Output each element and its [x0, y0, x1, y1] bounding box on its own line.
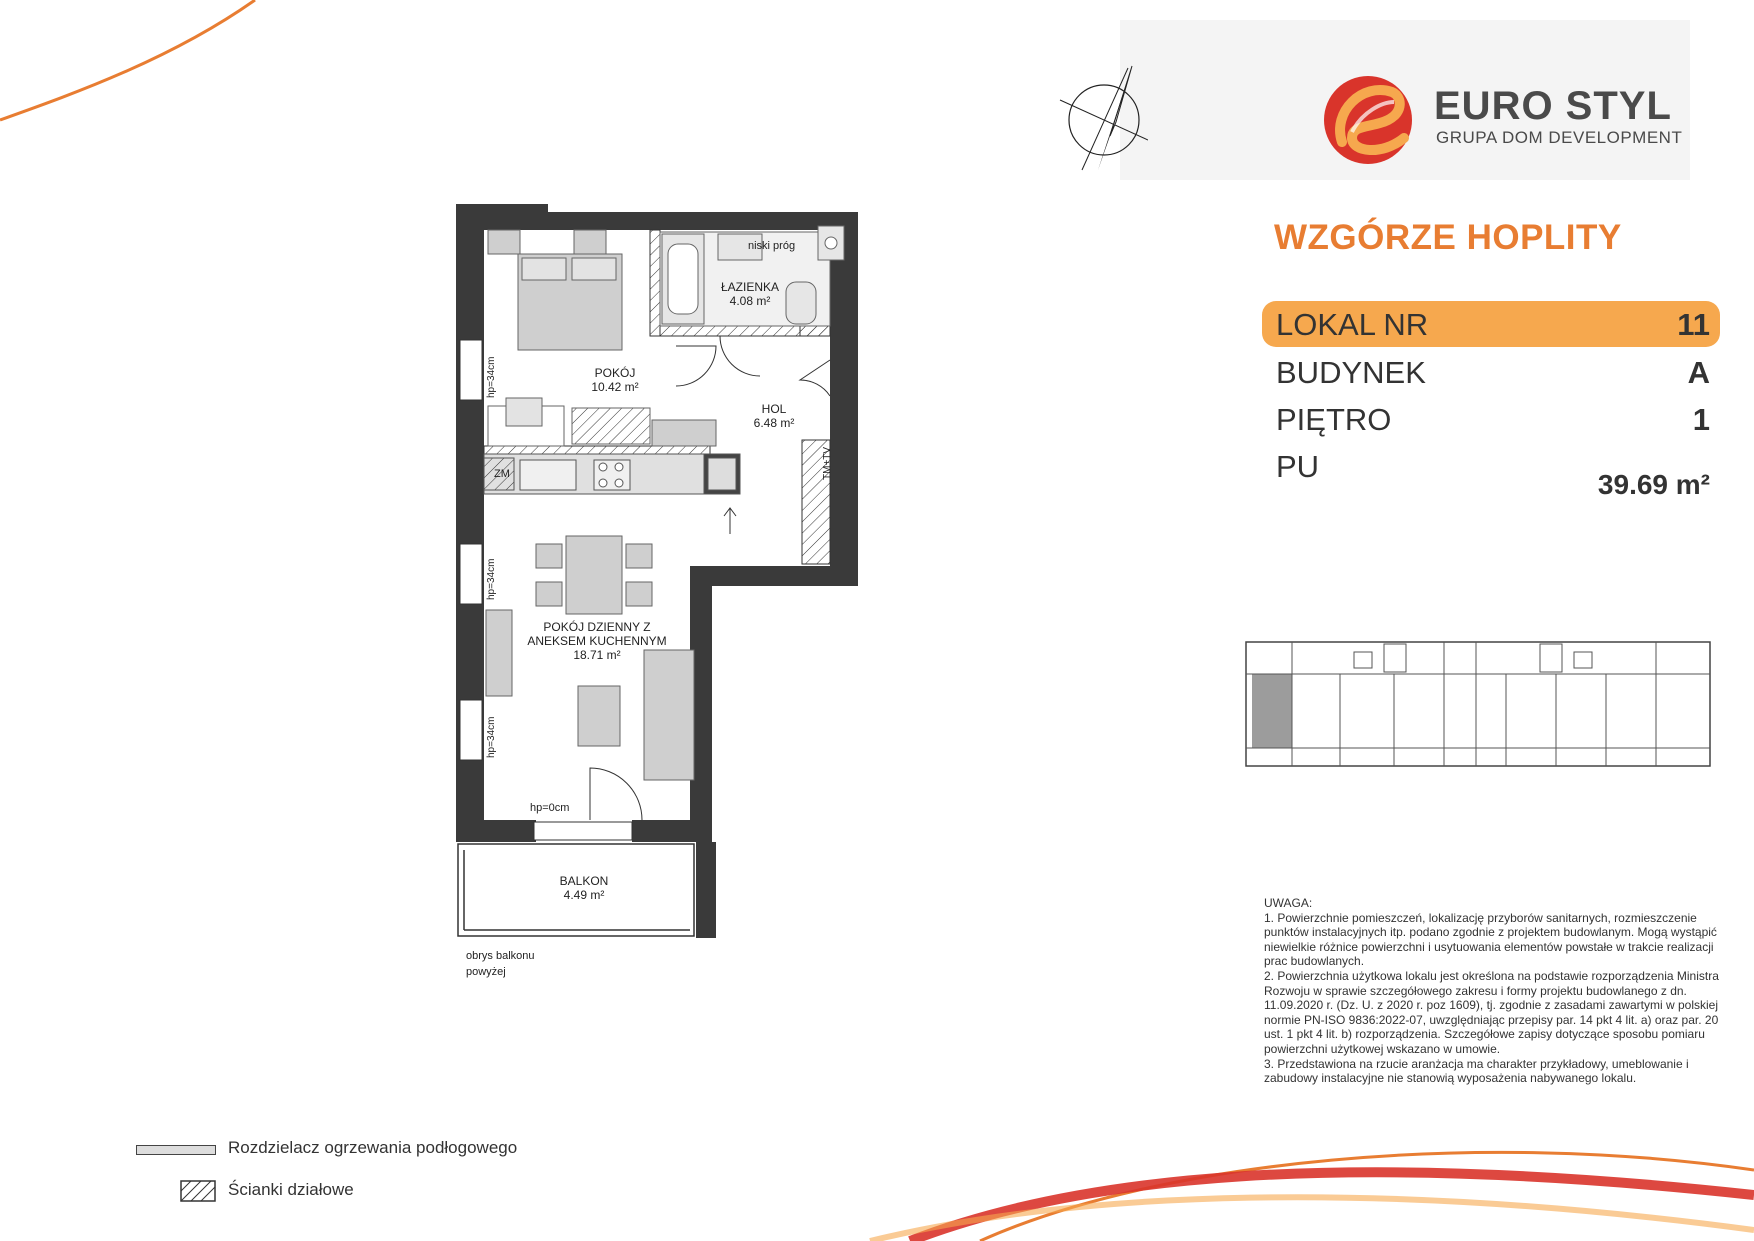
notes-heading: UWAGA: — [1264, 896, 1313, 910]
sill-height-balcony-door-label: hp=0cm — [530, 802, 570, 814]
building-row — [1262, 349, 1720, 395]
balcony-outline-label-line1: obrys balkonu — [466, 950, 535, 962]
room-label-balcony — [534, 874, 634, 902]
room-label-living-room — [516, 620, 678, 662]
brand-name: EURO STYL — [1434, 84, 1672, 128]
note-item: 2. Powierzchnia użytkowa lokalu jest określona na podstawie rozporządzenia Ministra Rozwoju w sprawie szczegółowego zakresu i formy projektu budowlanego z dn. 11.09.2020 r. (Dz. U. z 2020 r. poz 1609), tj. zgodnie z zasadami zawartymi w polskiej normie PN-ISO 9836:2022-07, uwzględniając przepisy par. 14 pkt 4 lit. a) oraz par. 20 ust. 1 pkt 4 lit. b) rozporządzenia. Szczegółowe zapisy dotyczące sposobu pomiaru powierzchni użytkowej wskazano w umowie. — [1264, 968, 1719, 1056]
note-item: 1. Powierzchnie pomieszczeń, lokalizację przyborów sanitarnych, rozmieszczenie punktów instalacyjnych itp. podano zgodnie z projektem budowlanym. Mogą wystąpić niewielkie różnice powierzchni i usytuowania elementów powstałe w trakcie realizacji prac budowlanych. — [1264, 910, 1717, 969]
unit-number-value: 11 — [1677, 307, 1710, 342]
low-threshold-label: niski próg — [748, 240, 796, 252]
room-area-living-room: 18.71 m² — [573, 648, 621, 662]
building-value: A — [1687, 355, 1710, 390]
room-name-living-room-line1: POKÓJ DZIENNY Z — [543, 620, 651, 634]
euro-styl-logo-mark — [1322, 72, 1418, 168]
kitchen-counter — [484, 454, 740, 494]
room-area-bedroom: 10.42 m² — [591, 380, 639, 394]
room-area-balcony: 4.49 m² — [563, 888, 605, 902]
sill-height-bedroom-label: hp=34cm — [486, 356, 497, 398]
room-name-living-room-line2: ANEKSEM KUCHENNYM — [527, 634, 667, 648]
heating-manifold-icon — [136, 1145, 216, 1155]
floor-row — [1262, 396, 1720, 442]
floor-plan — [0, 0, 900, 1000]
sill-height-living-label-1: hp=34cm — [486, 558, 497, 600]
usable-area-label: PU — [1276, 449, 1320, 484]
floor-value: 1 — [1692, 402, 1710, 437]
room-area-hall: 6.48 m² — [753, 416, 795, 430]
sill-height-living-label-2: hp=34cm — [486, 716, 497, 758]
usable-area-row — [1262, 443, 1720, 503]
highlighted-unit — [1252, 674, 1292, 748]
room-label-hall — [724, 402, 824, 430]
unit-number-label: LOKAL NR — [1276, 307, 1429, 342]
room-label-bedroom — [565, 366, 665, 394]
building-label: BUDYNEK — [1276, 355, 1426, 390]
room-name-bathroom: ŁAZIENKA — [720, 280, 780, 294]
floor-label: PIĘTRO — [1276, 402, 1392, 437]
decorative-swoosh-bottom — [780, 1140, 1754, 1241]
tm-tv-label: TM+TV — [822, 446, 833, 480]
building-key-plan — [1244, 638, 1712, 774]
legend-heating-manifold — [136, 1138, 556, 1162]
room-area-bathroom: 4.08 m² — [729, 294, 771, 308]
room-name-balcony: BALKON — [559, 874, 609, 888]
partition-wall-hatch-icon — [180, 1180, 216, 1202]
meter-label: ZM — [494, 468, 510, 480]
note-item: 3. Przedstawiona na rzucie aranżacja ma charakter przykładowy, umeblowanie i zabudowy instalacyjne nie stanowią wyposażenia nabywanego lokalu. — [1264, 1056, 1689, 1086]
project-title: WZGÓRZE HOPLITY — [1274, 218, 1622, 257]
north-compass-icon — [1058, 62, 1148, 176]
legend-heating-label: Rozdzielacz ogrzewania podłogowego — [228, 1138, 518, 1157]
room-name-bedroom: POKÓJ — [594, 366, 636, 380]
notes-block — [1264, 896, 1724, 1086]
legend-partition-walls — [136, 1180, 556, 1204]
usable-area-value: 39.69 m² — [1597, 469, 1710, 500]
room-label-bathroom — [700, 280, 800, 308]
legend-walls-label: Ścianki działowe — [228, 1180, 354, 1199]
brand-subtitle: GRUPA DOM DEVELOPMENT — [1436, 128, 1683, 147]
room-name-hall: HOL — [761, 402, 787, 416]
balcony-outline-label-line2: powyżej — [466, 966, 506, 978]
unit-number-row — [1262, 301, 1720, 347]
